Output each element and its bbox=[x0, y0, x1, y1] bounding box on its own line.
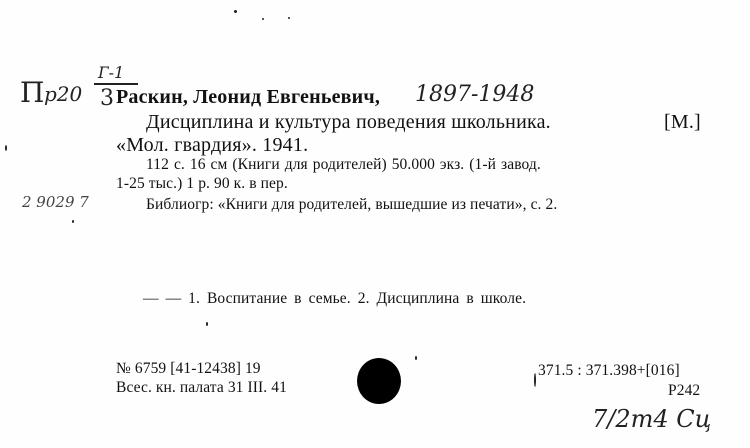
call-number-fraction-top: Г-1 bbox=[98, 63, 125, 82]
author-name: Раскин, Леонид Евгеньевич, bbox=[116, 86, 381, 108]
card-punch-hole bbox=[357, 358, 401, 404]
call-number-fraction-bottom: 3 bbox=[100, 86, 114, 111]
scan-speck bbox=[415, 356, 417, 360]
publication-place: [М.] bbox=[664, 111, 701, 133]
scan-speck bbox=[5, 145, 7, 151]
book-chamber: Всес. кн. палата 31 III. 41 bbox=[116, 379, 287, 396]
physical-description-cont: 1-25 тыс.) 1 р. 90 к. в пер. bbox=[116, 175, 288, 192]
scan-speck bbox=[262, 18, 264, 20]
margin-note: 2 9029 7 bbox=[22, 193, 89, 211]
bottom-handwritten-note: 7/2т4 Сц bbox=[592, 405, 712, 433]
publisher-year: «Мол. гвардия». 1941. bbox=[116, 134, 309, 156]
scan-speck bbox=[288, 17, 290, 19]
registry-number: № 6759 [41-12438] 19 bbox=[116, 360, 261, 377]
scan-speck bbox=[72, 220, 74, 223]
fraction-bar bbox=[94, 83, 138, 85]
call-number: р20 bbox=[44, 82, 83, 106]
call-number-prefix: П bbox=[20, 76, 45, 109]
shelf-code: Р242 bbox=[668, 382, 701, 399]
scan-speck bbox=[534, 373, 536, 387]
subject-headings: — — 1. Воспитание в семье. 2. Дисциплина в школе. bbox=[143, 290, 527, 307]
physical-description: 112 с. 16 см (Книги для родителей) 50.000 экз. (1-й завод. bbox=[146, 156, 541, 173]
author-dates: 1897-1948 bbox=[415, 82, 535, 107]
classification-index: 371.5 : 371.398+[016] bbox=[538, 362, 680, 379]
scan-speck bbox=[234, 10, 237, 13]
bibliography-note: Библиогр: «Книги для родителей, вышедшие из печати», с. 2. bbox=[146, 196, 558, 213]
scan-speck bbox=[206, 322, 208, 326]
book-title: Дисциплина и культура поведения школьника. bbox=[146, 111, 551, 133]
